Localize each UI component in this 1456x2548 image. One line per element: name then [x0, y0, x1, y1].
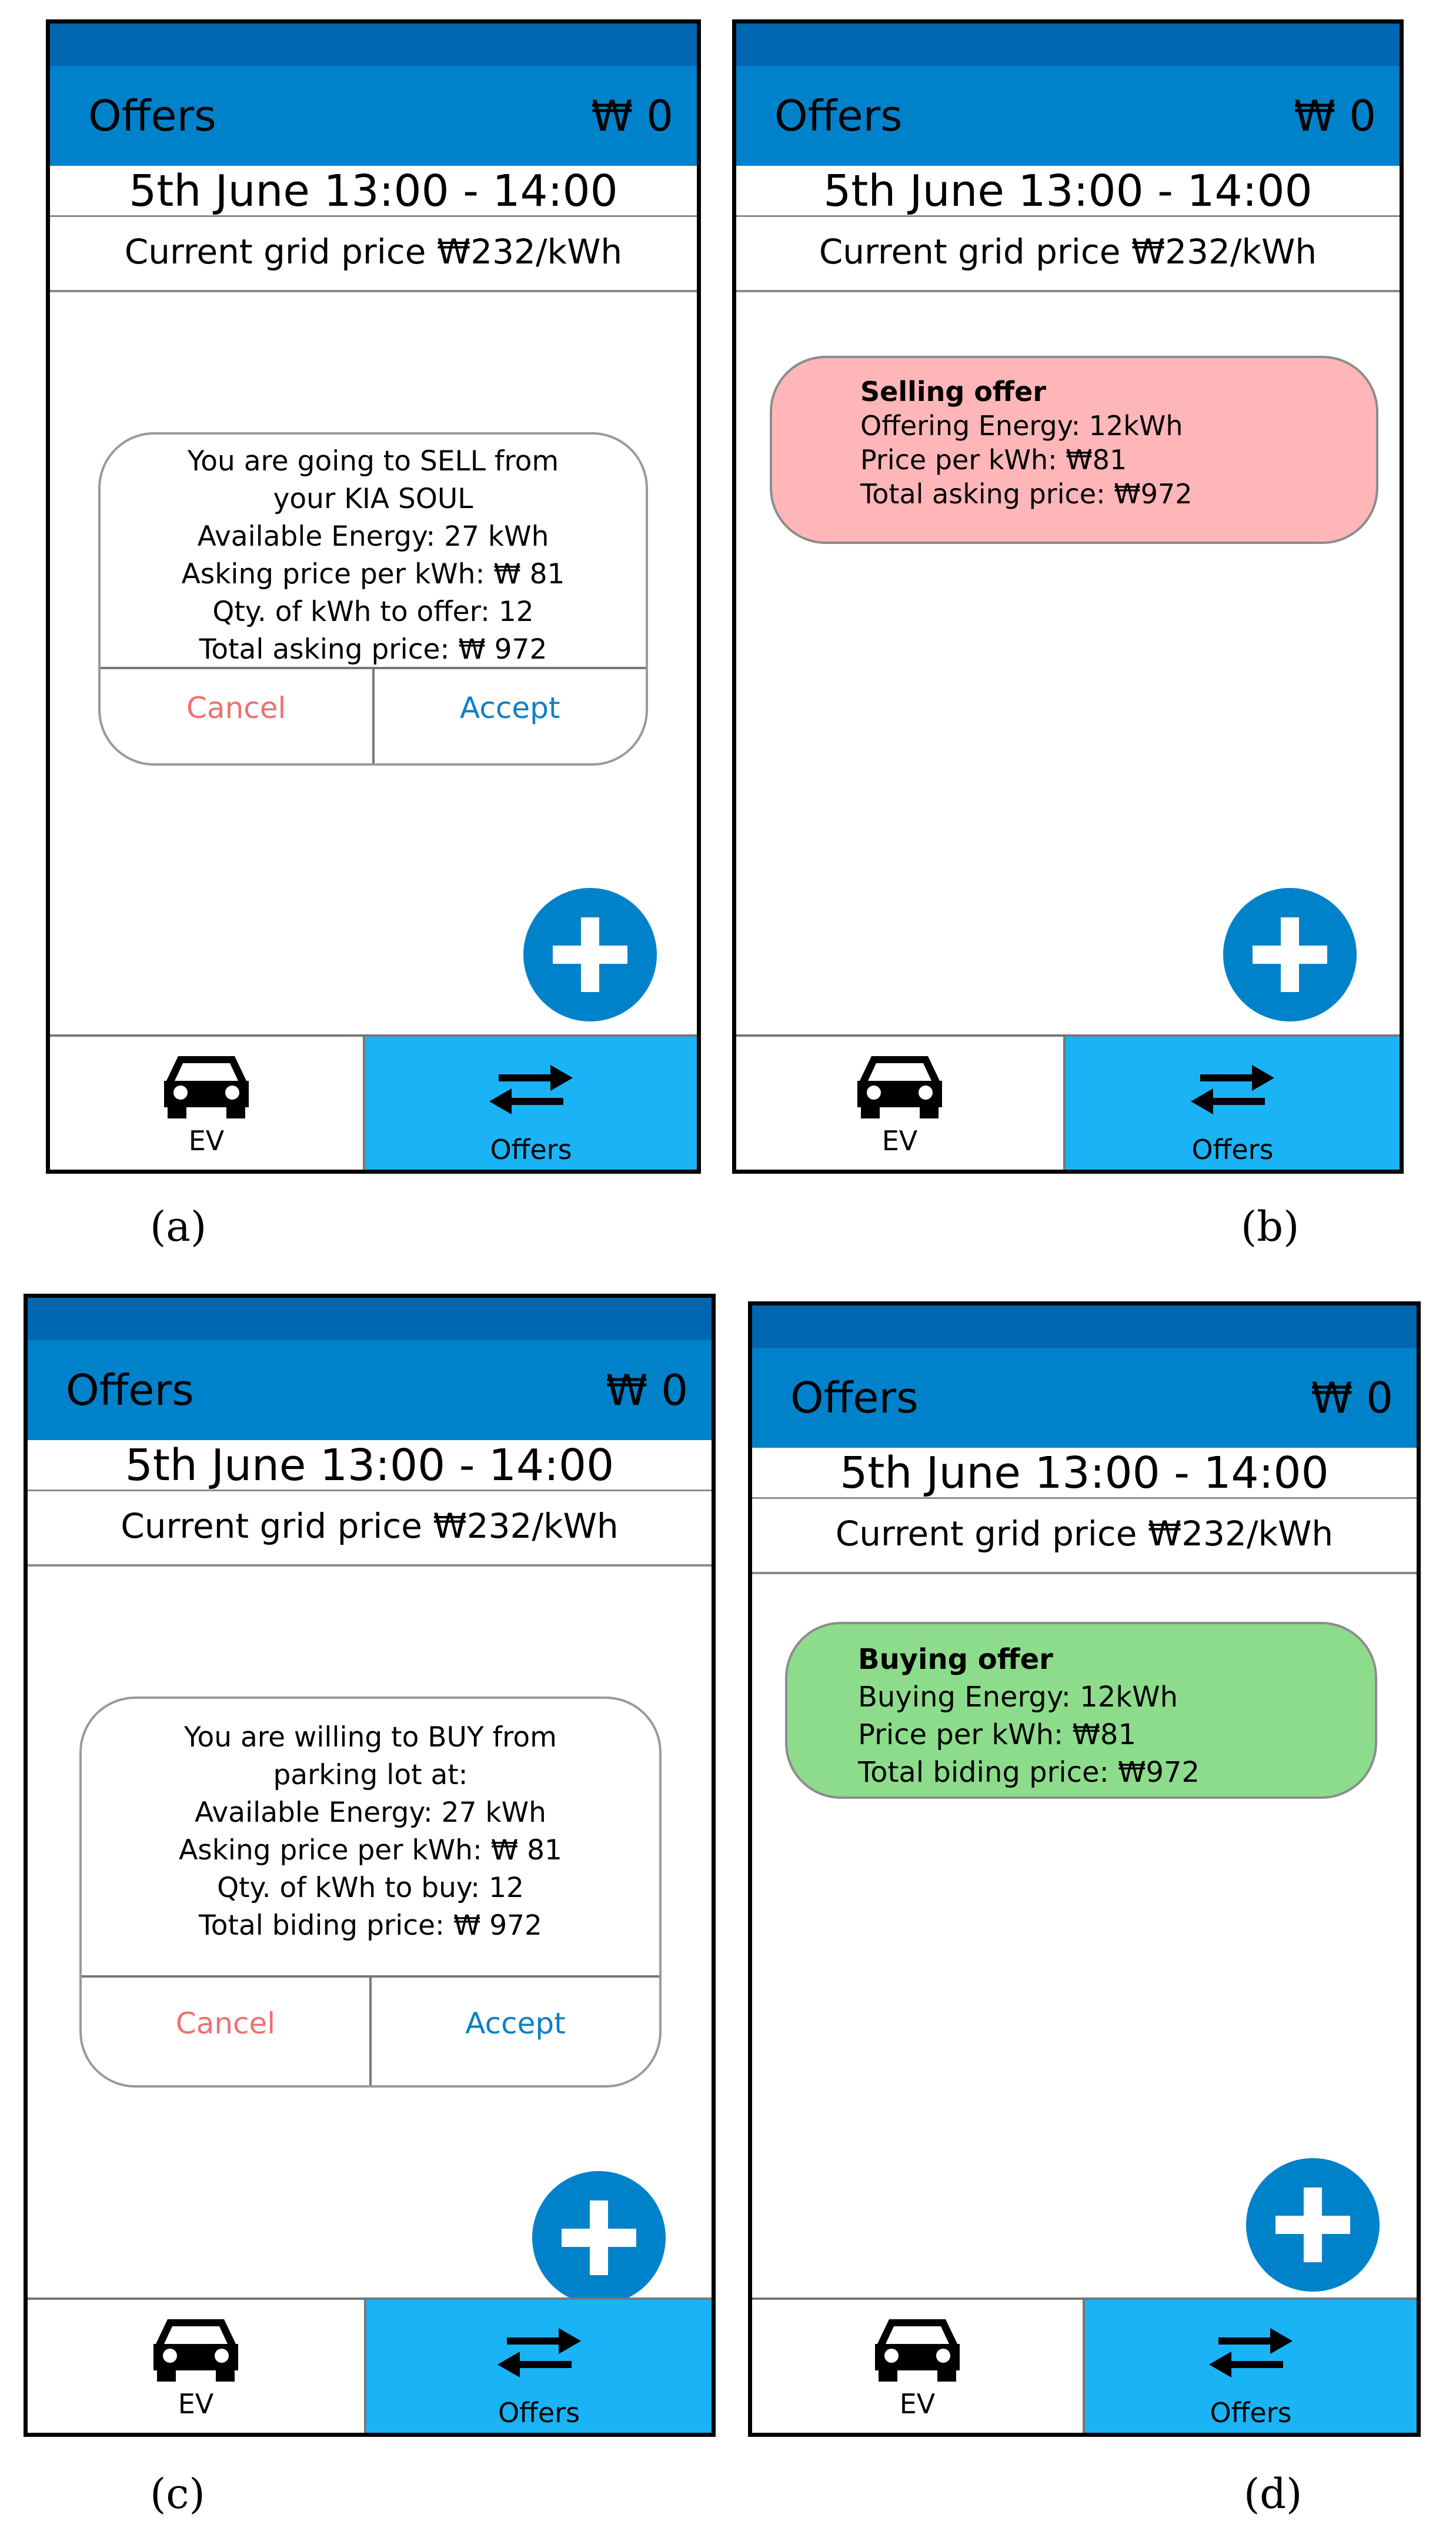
status-bar — [752, 1305, 1417, 1348]
balance-display: ₩ 0 — [591, 91, 673, 141]
time-slot-label: 5th June 13:00 - 14:00 — [28, 1440, 712, 1491]
dialog-line: Qty. of kWh to offer: 12 — [212, 596, 534, 628]
add-offer-button[interactable] — [1246, 2158, 1380, 2292]
tab-ev-label: EV — [881, 1125, 918, 1157]
tab-ev[interactable] — [752, 2300, 1085, 2433]
grid-price-label: Current grid price ₩232/kWh — [50, 217, 697, 292]
dialog-actions — [82, 1978, 659, 2085]
offer-detail: Total asking price: ₩972 — [860, 478, 1193, 510]
tab-offers-label: Offers — [497, 2397, 580, 2429]
cancel-button[interactable]: Cancel — [101, 669, 375, 763]
tab-ev-label: EV — [899, 2388, 936, 2420]
balance-display: ₩ 0 — [1294, 91, 1376, 141]
balance-display: ₩ 0 — [1311, 1373, 1393, 1422]
dialog-line: Total asking price: ₩ 972 — [199, 633, 547, 666]
add-offer-button[interactable] — [523, 888, 657, 1021]
offer-detail: Price per kWh: ₩81 — [860, 444, 1127, 476]
status-bar — [28, 1298, 712, 1340]
dialog-line: Qty. of kWh to buy: 12 — [217, 1872, 524, 1904]
dialog-line: Asking price per kWh: ₩ 81 — [181, 558, 565, 590]
car-icon — [149, 2315, 243, 2382]
phone-screen-d — [748, 1301, 1421, 2437]
dialog-message — [82, 1699, 659, 1975]
dialog-line: your KIA SOUL — [273, 483, 473, 515]
tab-offers-label: Offers — [1210, 2397, 1292, 2429]
tab-ev[interactable] — [736, 1037, 1066, 1170]
cancel-button[interactable]: Cancel — [82, 1978, 372, 2085]
tab-ev-label: EV — [188, 1125, 225, 1157]
offer-detail: Buying Energy: 12kWh — [858, 1681, 1178, 1714]
offer-detail: Price per kWh: ₩81 — [858, 1718, 1136, 1751]
tab-offers[interactable] — [1085, 2300, 1417, 2433]
time-slot-label: 5th June 13:00 - 14:00 — [736, 166, 1400, 217]
tab-ev[interactable] — [50, 1037, 365, 1170]
bottom-nav — [736, 1034, 1400, 1170]
tab-offers[interactable] — [1066, 1037, 1400, 1170]
grid-price-label: Current grid price ₩232/kWh — [752, 1499, 1417, 1574]
tab-offers-label: Offers — [1191, 1134, 1274, 1166]
swap-arrows-icon — [487, 1060, 575, 1119]
dialog-line: You are willing to BUY from — [184, 1721, 557, 1754]
bottom-nav — [50, 1034, 697, 1170]
buying-offer-card[interactable] — [785, 1622, 1377, 1799]
sell-confirm-dialog — [98, 432, 648, 766]
tab-offers-label: Offers — [490, 1134, 572, 1166]
app-bar — [28, 1340, 712, 1440]
swap-arrows-icon — [495, 2323, 583, 2382]
grid-price-label: Current grid price ₩232/kWh — [736, 217, 1400, 292]
accept-button[interactable]: Accept — [460, 691, 560, 725]
dialog-line: You are going to SELL from — [187, 445, 559, 477]
phone-screen-a — [46, 19, 701, 1174]
car-icon — [159, 1051, 253, 1119]
car-icon — [870, 2315, 964, 2382]
phone-screen-b — [732, 19, 1404, 1174]
dialog-message — [101, 435, 646, 667]
tab-offers[interactable] — [365, 1037, 697, 1170]
bottom-nav — [28, 2297, 712, 2433]
balance-display: ₩ 0 — [606, 1365, 688, 1415]
buy-confirm-dialog — [79, 1697, 662, 2088]
dialog-line: Available Energy: 27 kWh — [195, 1796, 546, 1829]
time-slot-label: 5th June 13:00 - 14:00 — [752, 1448, 1417, 1499]
swap-arrows-icon — [1188, 1060, 1277, 1119]
accept-button[interactable]: Accept — [465, 2006, 566, 2041]
dialog-line: Available Energy: 27 kWh — [197, 520, 549, 553]
offer-heading: Buying offer — [858, 1643, 1053, 1676]
caption-c: (c) — [150, 2470, 205, 2518]
offer-heading: Selling offer — [860, 376, 1047, 408]
caption-d: (d) — [1244, 2470, 1303, 2518]
page-title: Offers — [774, 91, 903, 141]
offer-detail: Offering Energy: 12kWh — [860, 410, 1183, 442]
selling-offer-card[interactable] — [770, 356, 1378, 544]
time-slot-label: 5th June 13:00 - 14:00 — [50, 166, 697, 217]
phone-screen-c — [24, 1294, 716, 2437]
add-offer-button[interactable] — [532, 2171, 666, 2305]
tab-offers[interactable] — [366, 2300, 712, 2433]
caption-b: (b) — [1241, 1203, 1300, 1251]
tab-ev[interactable] — [28, 2300, 366, 2433]
bottom-nav — [752, 2297, 1417, 2433]
page-title: Offers — [790, 1373, 919, 1422]
dialog-line: Asking price per kWh: ₩ 81 — [179, 1834, 562, 1866]
swap-arrows-icon — [1207, 2323, 1295, 2382]
app-bar — [736, 66, 1400, 166]
app-bar — [752, 1348, 1417, 1448]
app-bar — [50, 66, 697, 166]
add-offer-button[interactable] — [1223, 888, 1357, 1021]
dialog-line: Total biding price: ₩ 972 — [199, 1909, 542, 1942]
car-icon — [853, 1051, 947, 1119]
page-title: Offers — [88, 91, 216, 141]
offer-detail: Total biding price: ₩972 — [858, 1756, 1200, 1789]
caption-a: (a) — [150, 1203, 207, 1251]
tab-ev-label: EV — [178, 2388, 214, 2420]
dialog-line: parking lot at: — [273, 1759, 468, 1791]
status-bar — [50, 24, 697, 66]
status-bar — [736, 24, 1400, 66]
grid-price-label: Current grid price ₩232/kWh — [28, 1491, 712, 1567]
dialog-actions — [101, 669, 646, 763]
page-title: Offers — [66, 1365, 194, 1415]
